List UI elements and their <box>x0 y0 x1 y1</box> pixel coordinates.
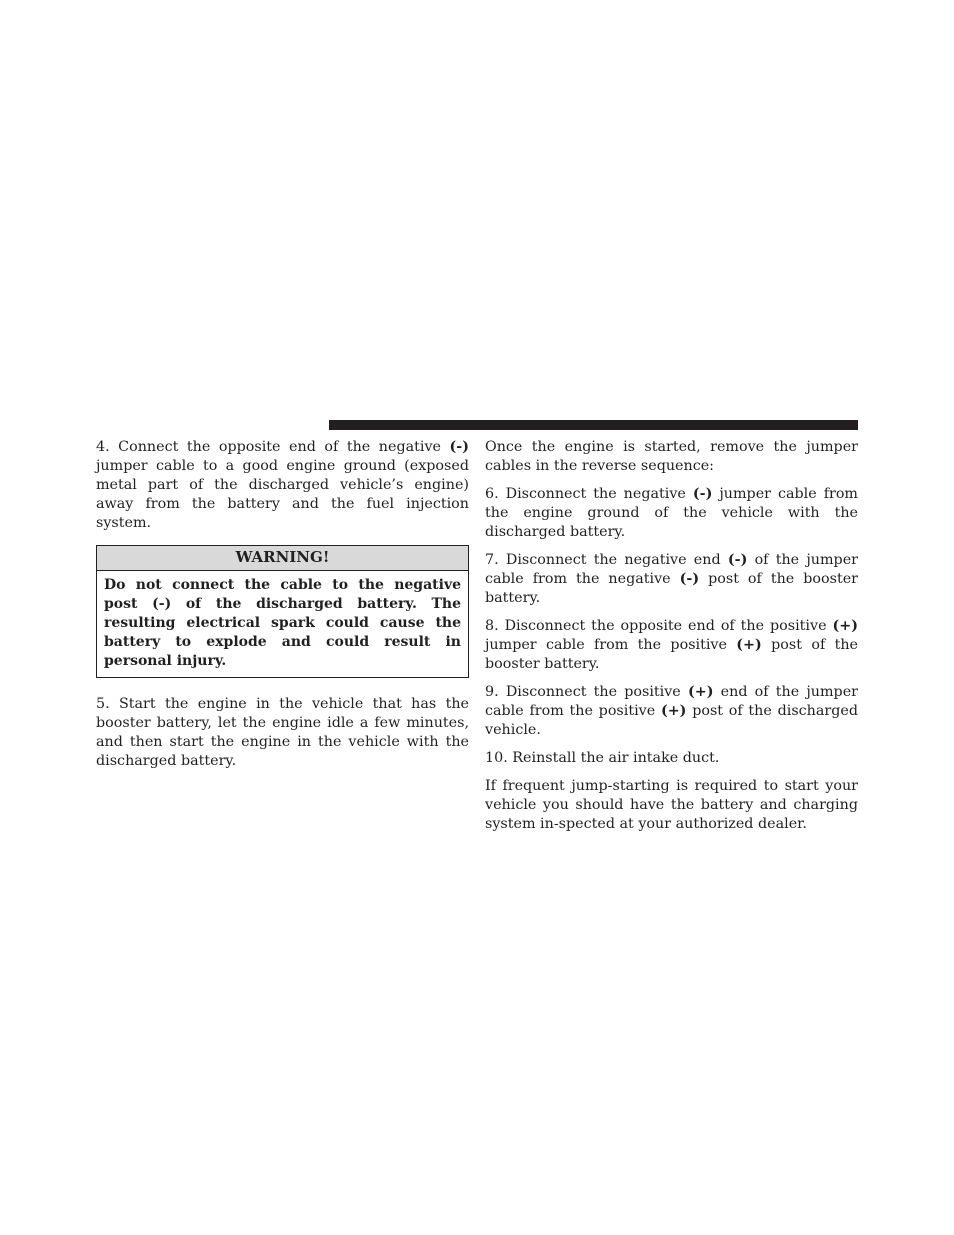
negative-symbol: (-) <box>679 571 700 587</box>
step-9-text-start: 9. Disconnect the positive <box>485 684 688 700</box>
step-6-paragraph <box>485 485 858 542</box>
negative-symbol: (-) <box>727 552 748 568</box>
positive-symbol: (+) <box>736 637 762 653</box>
left-column <box>96 438 469 780</box>
step-8-text-end: post of the booster battery. <box>485 637 858 672</box>
step-4-text-start: 4. Connect the opposite end of the negative <box>96 439 450 455</box>
negative-symbol: (-) <box>692 486 713 502</box>
step-8-text-start: 8. Disconnect the opposite end of the positive <box>485 618 833 634</box>
positive-symbol: (+) <box>832 618 858 634</box>
step-7-text-end: post of the booster battery. <box>485 571 858 606</box>
negative-symbol: (-) <box>449 439 469 455</box>
step-8-paragraph <box>485 617 858 674</box>
step-9-paragraph <box>485 683 858 740</box>
step-4-paragraph <box>96 438 469 533</box>
warning-body: Do not connect the cable to the negative post (-) of the discharged battery. The resulting electrical spark could cause the battery to explode and could result in personal injury. <box>104 577 461 669</box>
right-column <box>485 438 858 843</box>
step-6-text-start: 6. Disconnect the negative <box>485 486 693 502</box>
step-5-paragraph: 5. Start the engine in the vehicle that has the booster battery, let the engine idle a few minutes, and then start the engine in the vehicle with the discharged battery. <box>96 696 469 769</box>
warning-box <box>96 545 469 678</box>
reverse-sequence-intro: Once the engine is started, remove the jumper cables in the reverse sequence: <box>485 439 858 474</box>
step-7-text-middle: of the jumper cable from the negative <box>485 552 859 587</box>
closing-paragraph: If frequent jump-starting is required to start your vehicle you should have the battery and charging system in-spected at your authorized dealer. <box>485 778 858 832</box>
positive-symbol: (+) <box>687 684 714 700</box>
step-9-text-end: post of the discharged vehicle. <box>485 703 858 738</box>
step-9-text-middle: end of the jumper cable from the positive <box>485 684 858 719</box>
step-4-text-end: jumper cable to a good engine ground (exposed metal part of the discharged vehicle’s engine) away from the battery and the fuel injection system. <box>96 458 469 531</box>
step-7-paragraph <box>485 551 858 608</box>
step-10-paragraph: 10. Reinstall the air intake duct. <box>485 750 720 766</box>
step-6-text-end: jumper cable from the engine ground of the vehicle with the discharged battery. <box>485 486 858 540</box>
positive-symbol: (+) <box>660 703 687 719</box>
step-8-text-middle: jumper cable from the positive <box>485 637 737 653</box>
step-7-text-start: 7. Disconnect the negative end <box>485 552 728 568</box>
warning-title: WARNING! <box>97 546 468 571</box>
section-header-bar <box>329 420 858 430</box>
